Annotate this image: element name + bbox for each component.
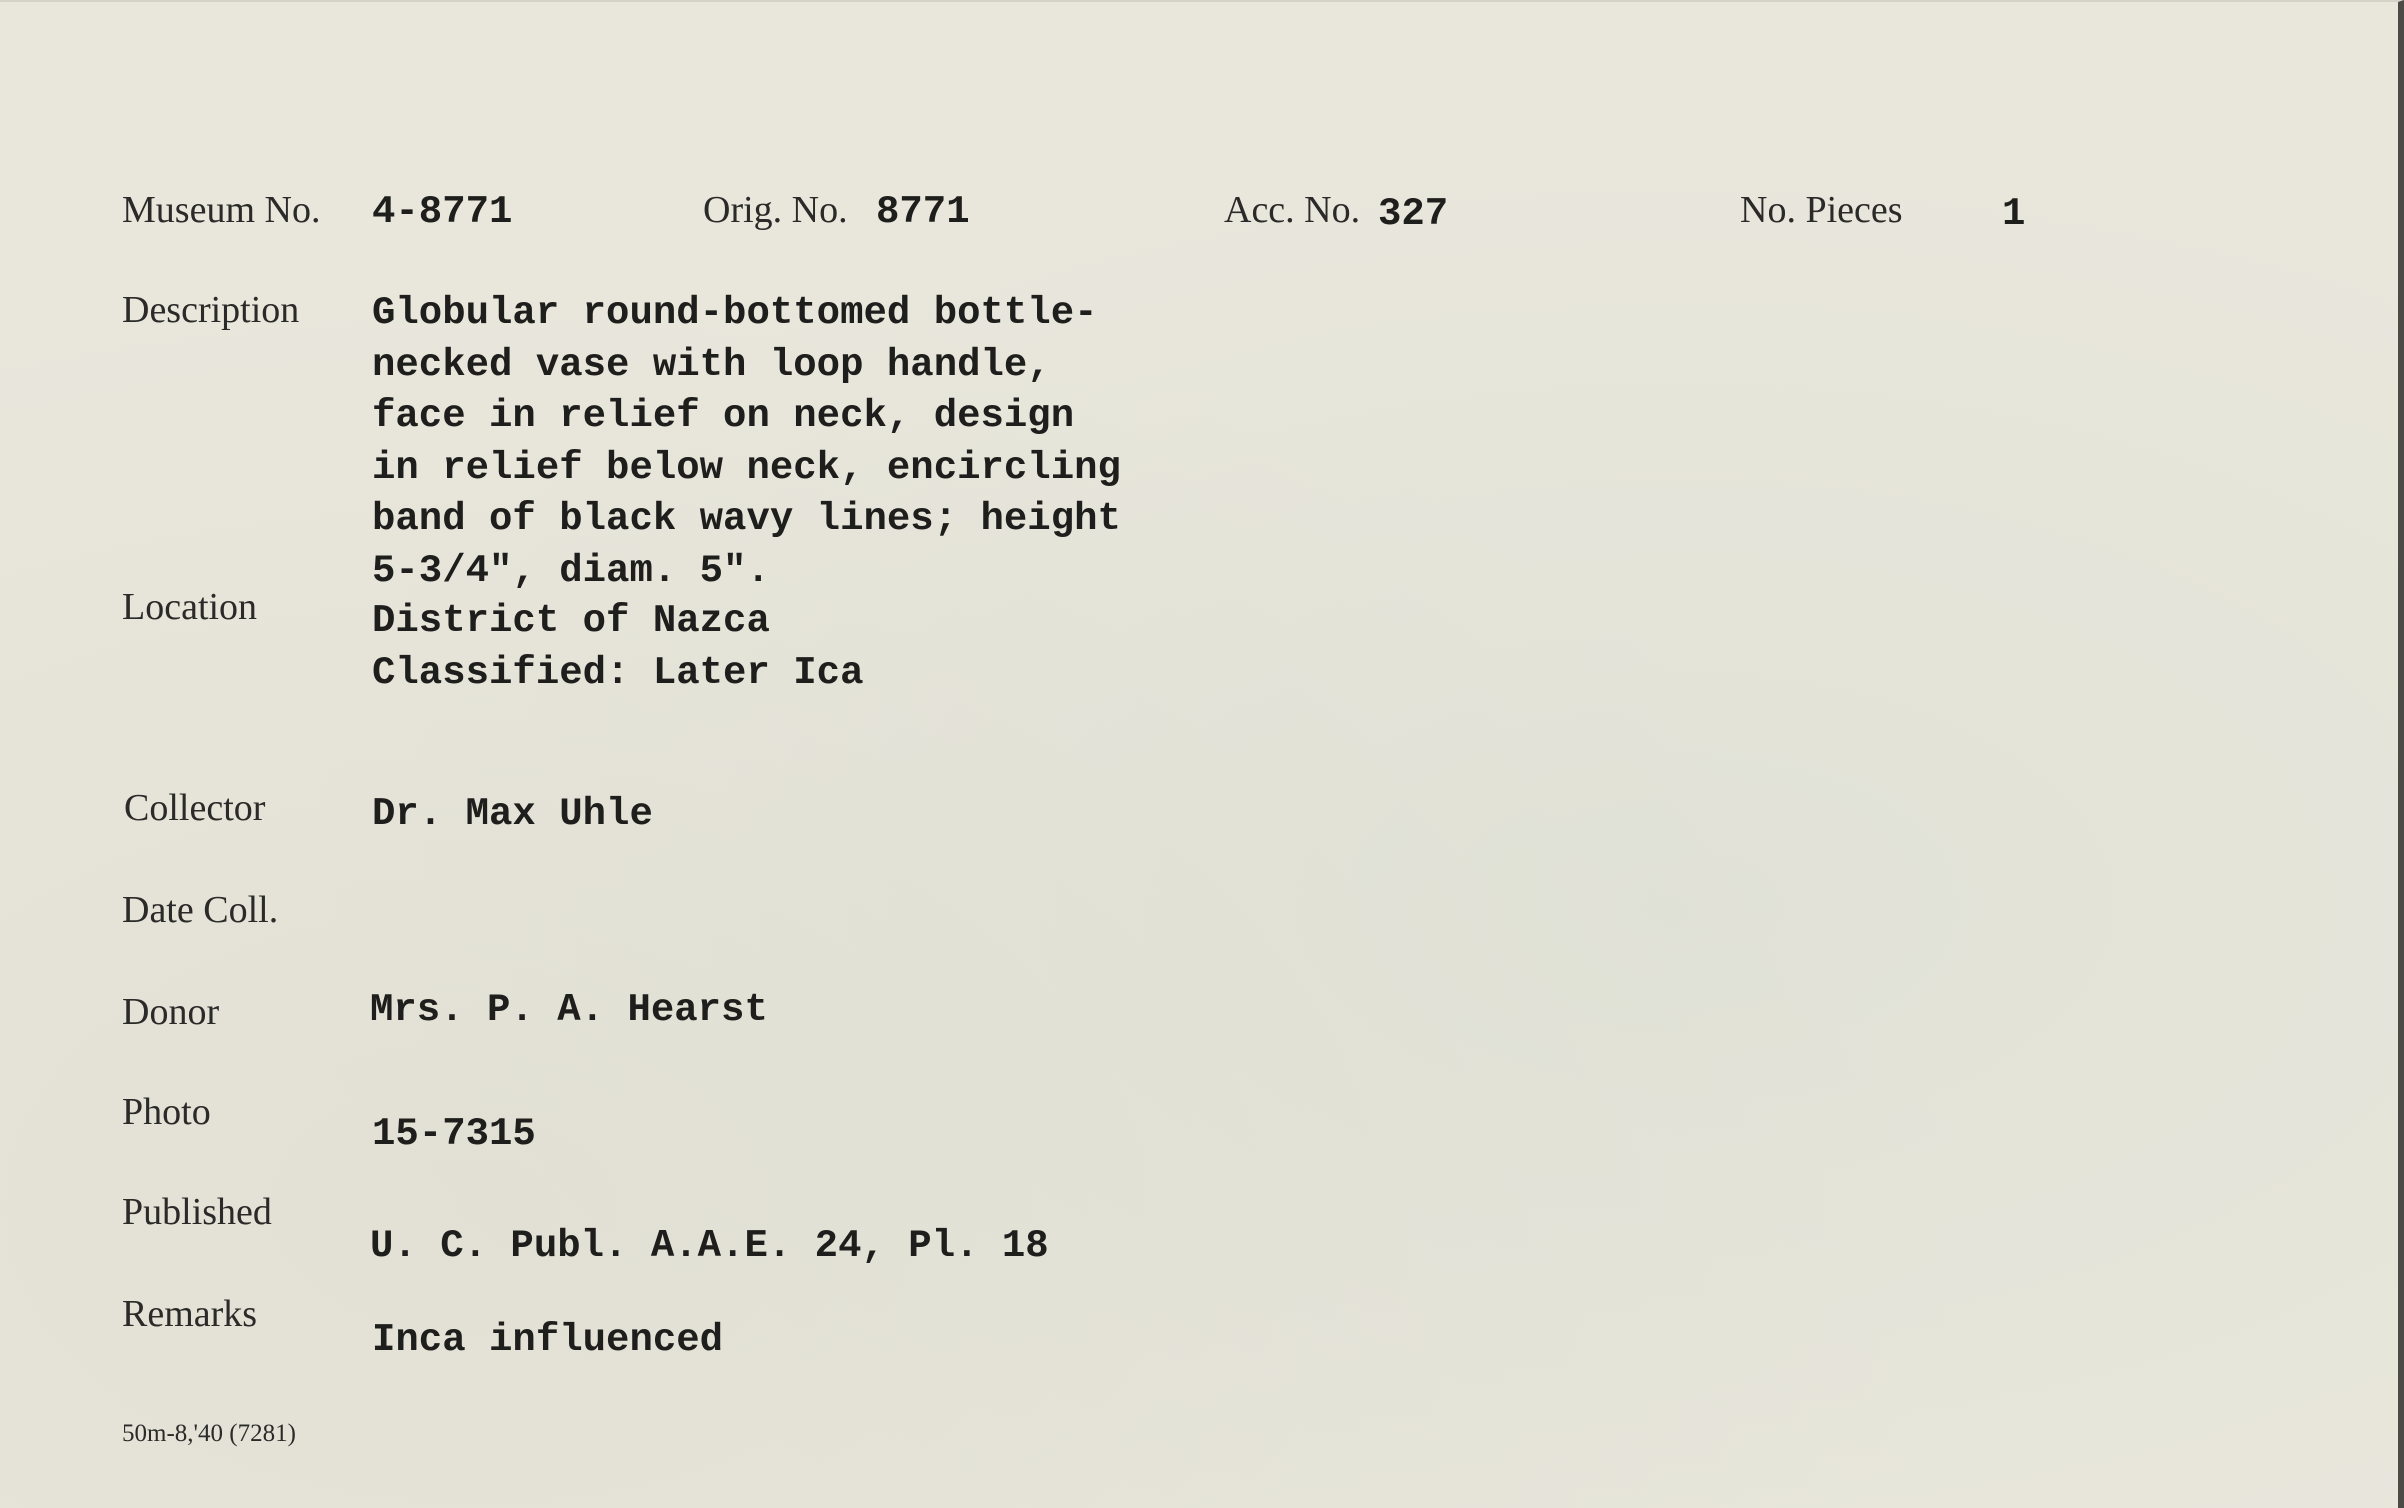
description-line: 5-3/4", diam. 5". [372,548,770,593]
published-label: Published [122,1191,272,1233]
description-label: Description [122,289,300,331]
description-line: band of black wavy lines; height [372,497,1121,541]
location-line: District of Nazca [372,599,770,643]
no-pieces-value: 1 [2002,192,2026,236]
photo-value: 15-7315 [372,1112,536,1156]
date-coll-label: Date Coll. [122,889,279,931]
description-text [372,288,1121,597]
orig-no-value: 8771 [876,190,970,234]
remarks-value: Inca influenced [372,1318,724,1362]
location-line: Classified: Later Ica [372,650,864,695]
donor-value: Mrs. P. A. Hearst [370,988,768,1032]
no-pieces-label: No. Pieces [1740,189,1903,231]
collector-value: Dr. Max Uhle [372,792,653,836]
donor-label: Donor [122,991,220,1033]
description-line: in relief below neck, encircling [372,445,1121,490]
orig-no-label: Orig. No. [703,189,848,231]
museum-no-label: Museum No. [122,189,321,231]
description-line: Globular round-bottomed bottle- [372,291,1098,335]
museum-no-value: 4-8771 [372,190,513,234]
description-line: face in relief on neck, design [372,394,1075,438]
description-line: necked vase with loop handle, [372,342,1051,387]
photo-label: Photo [122,1091,211,1133]
location-text [372,596,863,699]
acc-no-value: 327 [1378,192,1449,236]
collector-label: Collector [124,787,266,829]
published-value: U. C. Publ. A.A.E. 24, Pl. 18 [370,1224,1049,1268]
location-label: Location [122,586,258,628]
form-print-code: 50m-8,'40 (7281) [122,1420,296,1447]
acc-no-label: Acc. No. [1224,189,1361,231]
remarks-label: Remarks [122,1293,258,1335]
